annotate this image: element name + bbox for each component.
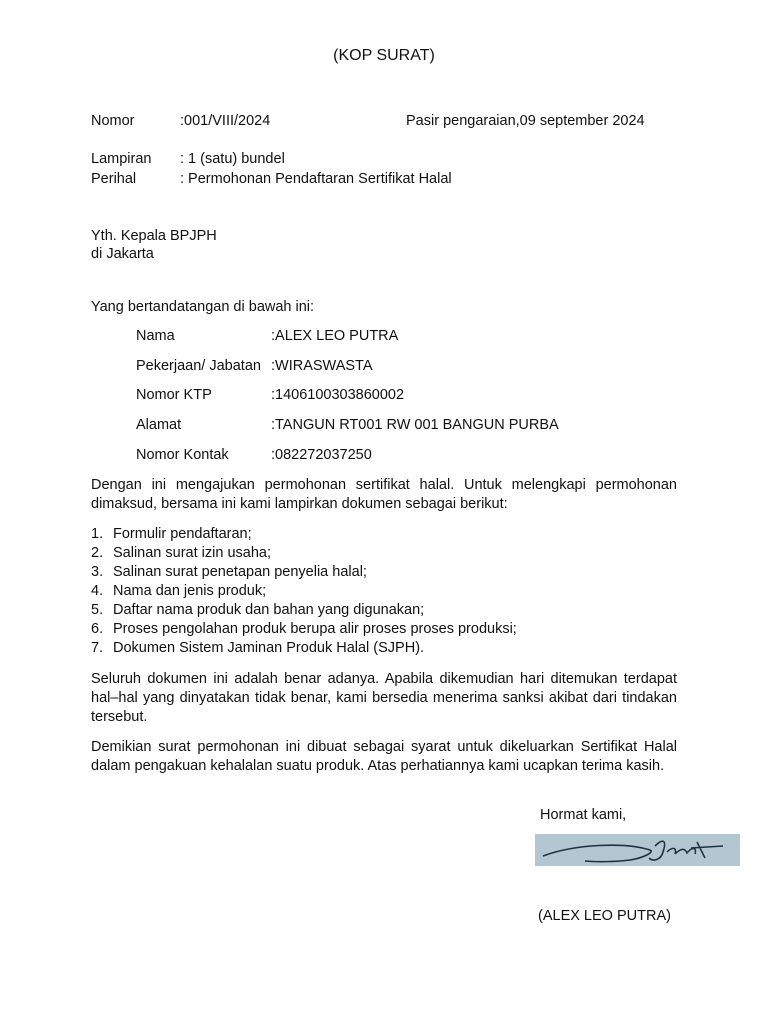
list-number: 7. xyxy=(91,640,104,656)
identity-label-pekerjaan: Pekerjaan/ Jabatan xyxy=(136,358,261,374)
list-text: Salinan surat izin usaha; xyxy=(113,545,271,561)
perihal-value: : Permohonan Pendaftaran Sertifikat Halal xyxy=(180,171,452,187)
list-text: Daftar nama produk dan bahan yang digunakan; xyxy=(113,602,425,618)
list-number: 3. xyxy=(91,564,104,580)
lampiran-label: Lampiran xyxy=(91,151,152,167)
list-number: 4. xyxy=(91,583,104,599)
signature-image xyxy=(535,834,740,866)
list-text: Nama dan jenis produk; xyxy=(113,583,267,599)
identity-value-kontak: :082272037250 xyxy=(271,447,372,463)
paragraph-request: Dengan ini mengajukan permohonan sertifikat halal. Untuk melengkapi permohonan dimaksud, bersama ini kami lampirkan dokumen sebagai berikut: xyxy=(91,477,677,512)
lampiran-value: : 1 (satu) bundel xyxy=(180,151,285,167)
identity-value-alamat: :TANGUN RT001 RW 001 BANGUN PURBA xyxy=(271,417,559,433)
nomor-value: :001/VIII/2024 xyxy=(180,113,271,129)
list-text: Proses pengolahan produk berupa alir proses proses produksi; xyxy=(113,621,517,637)
paragraph-statement: Seluruh dokumen ini adalah benar adanya. Apabila dikemudian hari ditemukan terdapat hal–hal yang dinyatakan tidak benar, kami bersedia menerima sanksi akibat dari tindakan tersebut. xyxy=(91,671,677,725)
identity-value-pekerjaan: :WIRASWASTA xyxy=(271,358,373,374)
letterhead-placeholder: (KOP SURAT) xyxy=(333,47,435,64)
place-date: Pasir pengaraian,09 september 2024 xyxy=(406,113,645,129)
identity-value-nama: :ALEX LEO PUTRA xyxy=(271,328,399,344)
list-number: 2. xyxy=(91,545,104,561)
identity-label-ktp: Nomor KTP xyxy=(136,387,212,403)
identity-value-ktp: :1406100303860002 xyxy=(271,387,405,403)
recipient-line1: Yth. Kepala BPJPH xyxy=(91,228,217,244)
list-text: Dokumen Sistem Jaminan Produk Halal (SJPH). xyxy=(113,640,425,656)
list-number: 6. xyxy=(91,621,104,637)
paragraph-closing: Demikian surat permohonan ini dibuat sebagai syarat untuk dikeluarkan Sertifikat Halal dalam pengakuan kehalalan suatu produk. Atas perhatiannya kami ucapkan terima kasih. xyxy=(91,739,677,774)
nomor-label: Nomor xyxy=(91,113,135,129)
list-number: 1. xyxy=(91,526,104,542)
signature-scribble xyxy=(535,834,740,866)
perihal-label: Perihal xyxy=(91,171,137,187)
identity-label-alamat: Alamat xyxy=(136,417,182,433)
signer-name: (ALEX LEO PUTRA) xyxy=(538,908,671,924)
intro-text: Yang bertandatangan di bawah ini: xyxy=(91,299,315,315)
recipient-line2: di Jakarta xyxy=(91,246,154,262)
identity-label-kontak: Nomor Kontak xyxy=(136,447,229,463)
list-number: 5. xyxy=(91,602,104,618)
closing-greeting: Hormat kami, xyxy=(540,807,627,823)
identity-label-nama: Nama xyxy=(136,328,175,344)
list-text: Salinan surat penetapan penyelia halal; xyxy=(113,564,367,580)
list-text: Formulir pendaftaran; xyxy=(113,526,252,542)
